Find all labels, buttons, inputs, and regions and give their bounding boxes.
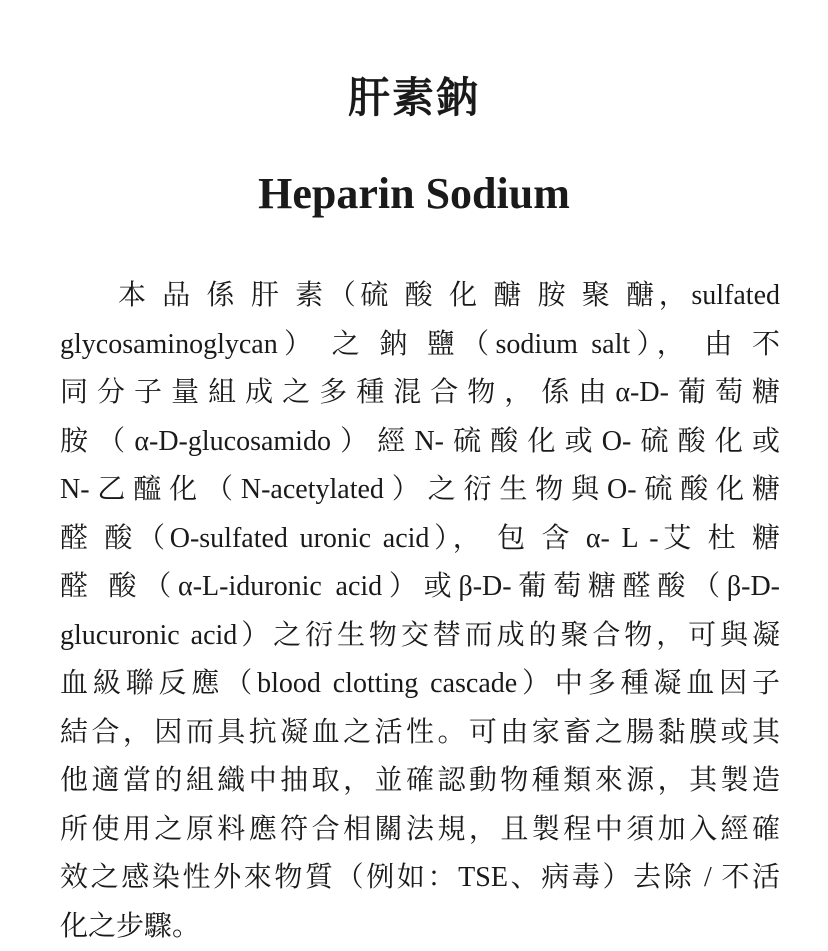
body-line: 效之感染性外來物質（例如：TSE、病毒）去除 / 不活 bbox=[60, 854, 780, 903]
body-line: 他適當的組織中抽取，並確認動物種類來源，其製造 bbox=[60, 757, 780, 806]
body-line: 醛 酸（α-L-iduronic acid）或β-D-葡萄糖醛酸（β-D- bbox=[60, 563, 780, 612]
body-line: 結合，因而具抗凝血之活性。可由家畜之腸黏膜或其 bbox=[60, 709, 780, 758]
body-line: N-乙醯化（N-acetylated）之衍生物與O-硫酸化糖 bbox=[60, 466, 780, 515]
body-line: 化之步驟。 bbox=[60, 903, 780, 951]
body-line: 醛 酸（O-sulfated uronic acid）， 包 含 α- L -艾 杜 糖 bbox=[60, 515, 780, 564]
body-line: glucuronic acid）之衍生物交替而成的聚合物，可與凝 bbox=[60, 612, 780, 661]
body-line: glycosaminoglycan） 之 鈉 鹽（sodium salt）， 由 不 bbox=[60, 321, 780, 370]
title-chinese: 肝素鈉 bbox=[0, 70, 828, 126]
body-line: 同分子量組成之多種混合物，係由α-D-葡萄糖 bbox=[60, 369, 780, 418]
body-paragraph bbox=[60, 272, 780, 951]
body-line: 血級聯反應（blood clotting cascade）中多種凝血因子 bbox=[60, 660, 780, 709]
body-line: 胺（α-D-glucosamido）經N-硫酸化或O-硫酸化或 bbox=[60, 418, 780, 467]
body-line: 本 品 係 肝 素（硫 酸 化 醣 胺 聚 醣，sulfated bbox=[60, 272, 780, 321]
body-line: 所使用之原料應符合相關法規，且製程中須加入經確 bbox=[60, 806, 780, 855]
title-english: Heparin Sodium bbox=[0, 164, 828, 224]
